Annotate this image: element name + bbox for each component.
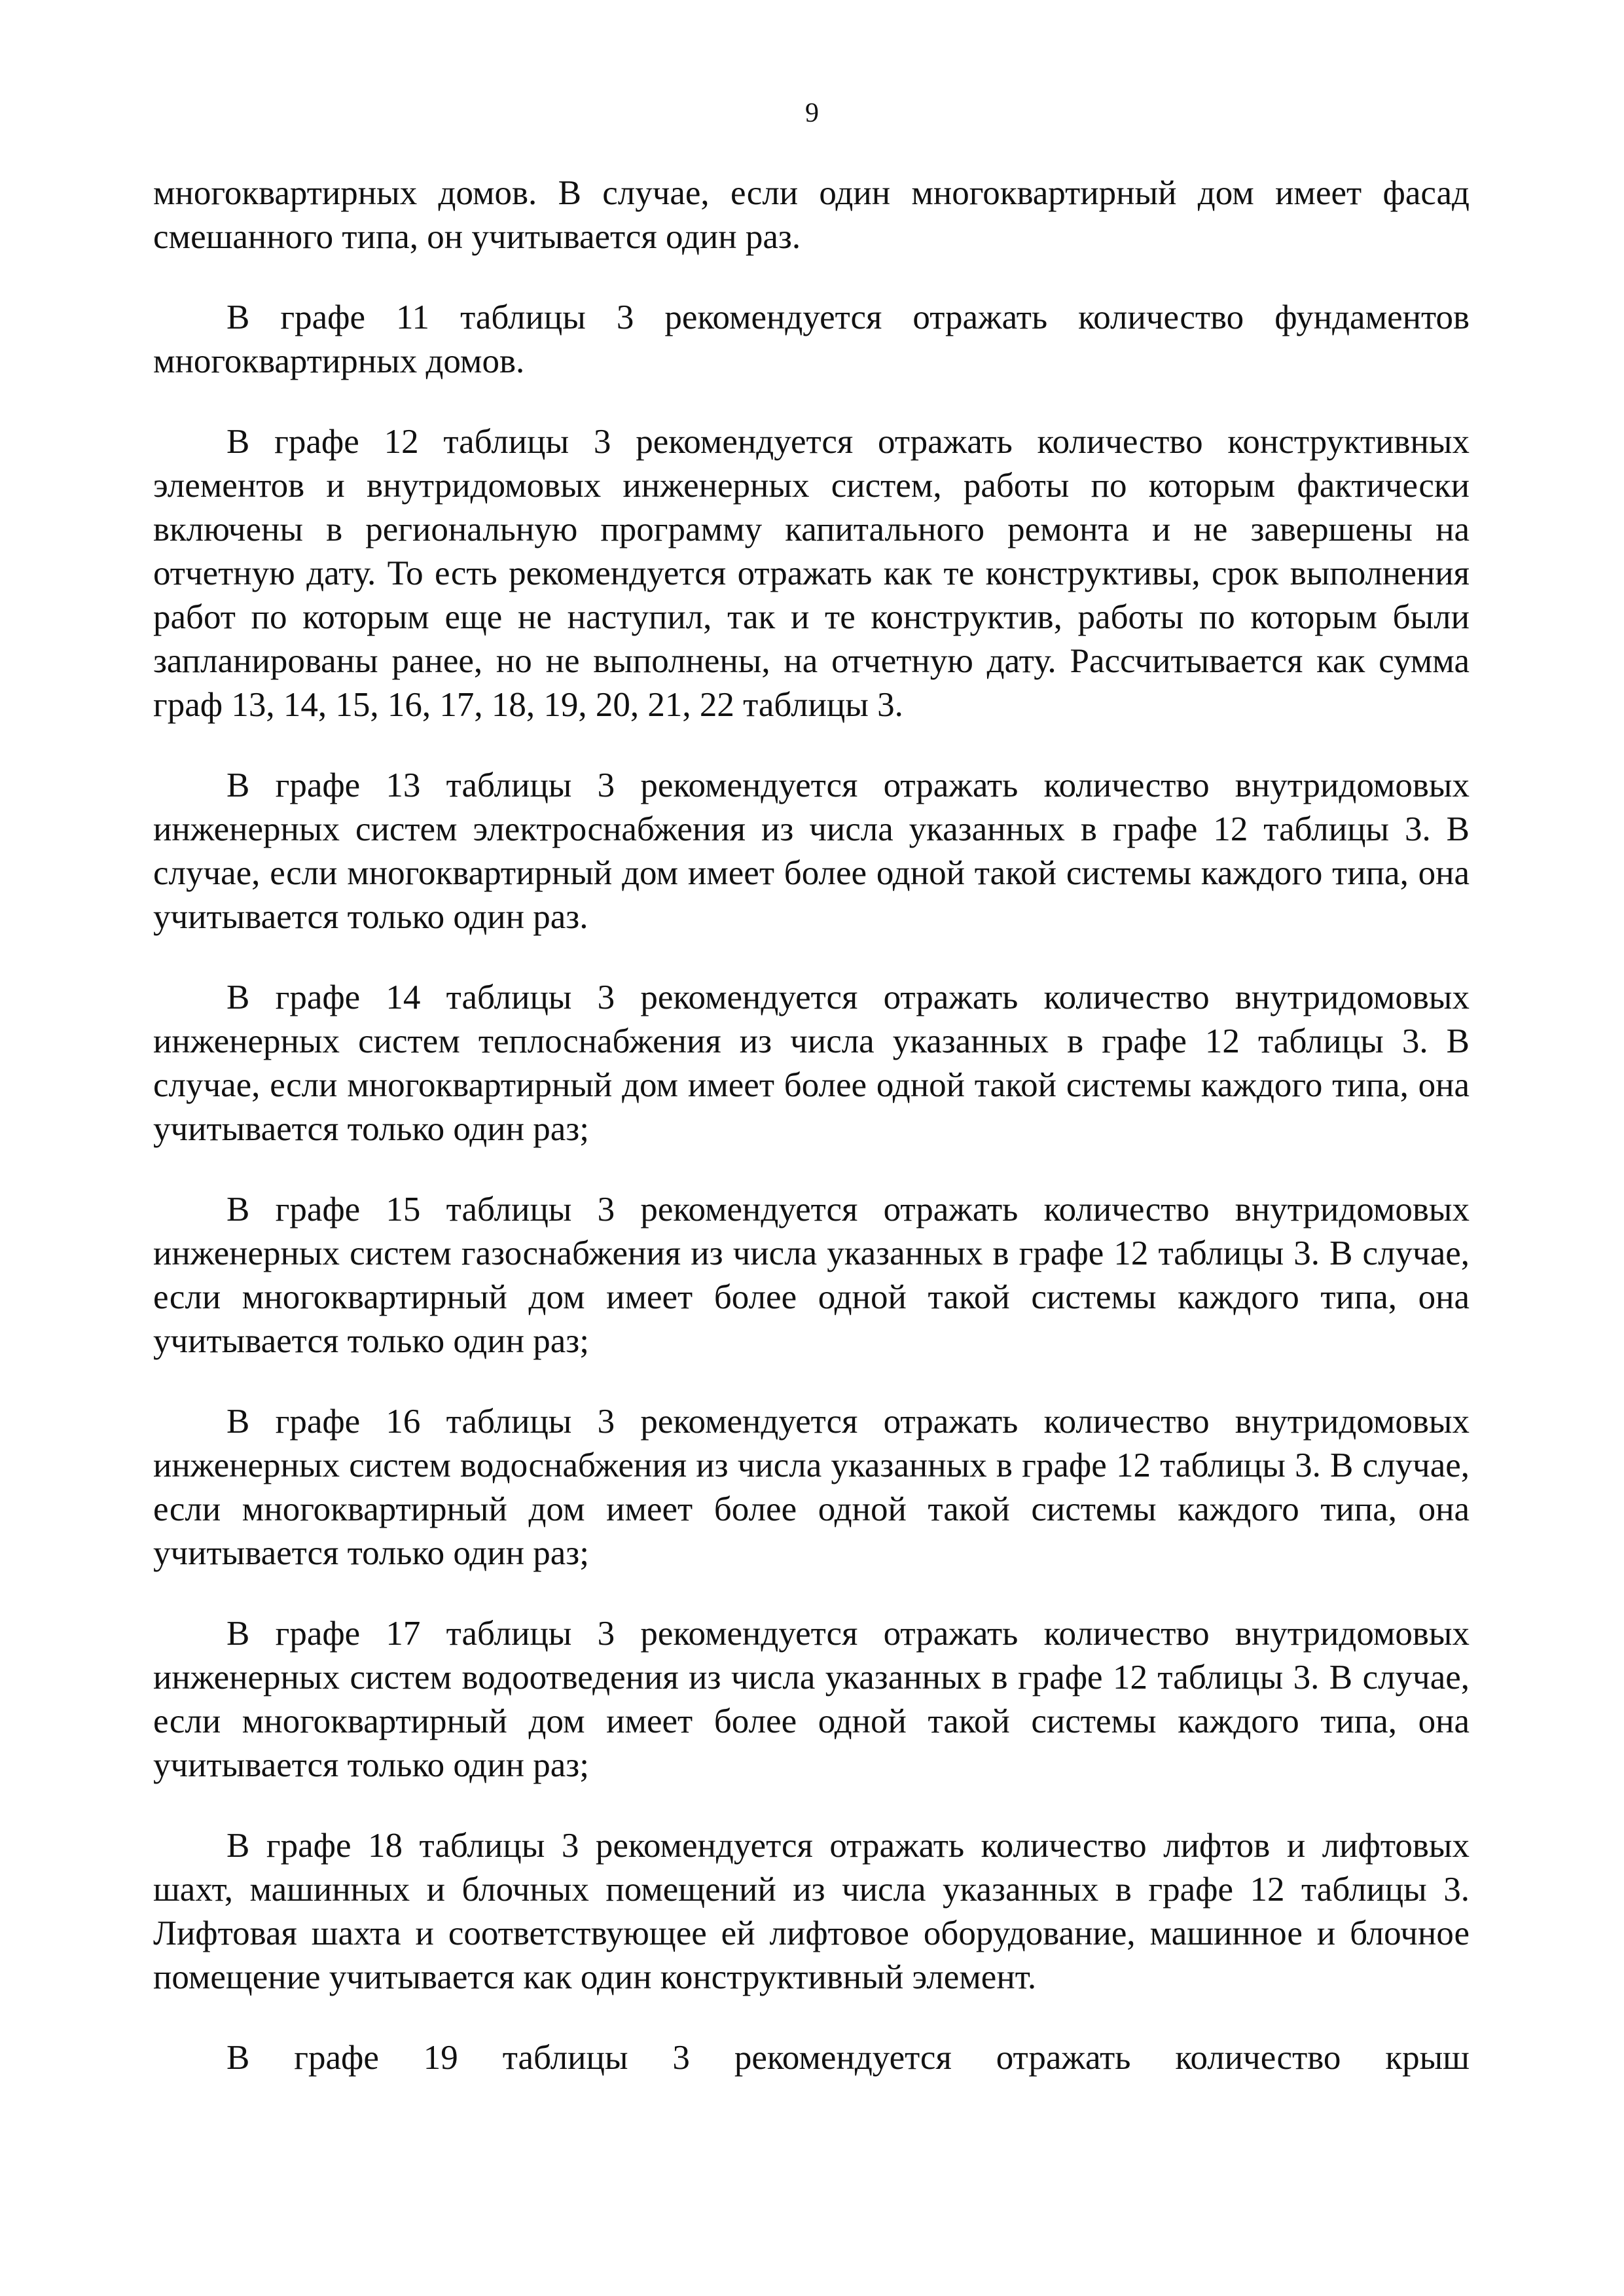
paragraph-column-13: В графе 13 таблицы 3 рекомендуется отражать количество внутридомовых инженерных систем электроснабжения из числа указанных в графе 12 таблицы 3. В случае, если многоквартирный дом имеет более одной такой системы каждого типа, она учитывается только один раз. [153,766,1470,936]
paragraph-column-19: В графе 19 таблицы 3 рекомендуется отражать количество крыш [226,2039,1470,2077]
paragraph-column-14: В графе 14 таблицы 3 рекомендуется отражать количество внутридомовых инженерных систем теплоснабжения из числа указанных в графе 12 таблицы 3. В случае, если многоквартирный дом имеет более одной такой системы каждого типа, она учитывается только один раз; [153,978,1470,1148]
paragraph-column-16: В графе 16 таблицы 3 рекомендуется отражать количество внутридомовых инженерных систем водоснабжения из числа указанных в графе 12 таблицы 3. В случае, если многоквартирный дом имеет более одной такой системы каждого типа, она учитывается только один раз; [153,1403,1470,1572]
paragraph-column-18: В графе 18 таблицы 3 рекомендуется отражать количество лифтов и лифтовых шахт, машинных и блочных помещений из числа указанных в графе 12 таблицы 3. Лифтовая шахта и соответствующее ей лифтовое оборудование, машинное и блочное помещение учитывается как один конструктивный элемент. [153,1827,1470,1996]
paragraph-column-12: В графе 12 таблицы 3 рекомендуется отражать количество конструктивных элементов и внутридомовых инженерных систем, работы по которым фактически включены в региональную программу капитального ремонта и не завершены на отчетную дату. То есть рекомендуется отражать как те конструктивы, срок выполнения работ по которым еще не наступил, так и те конструктив, работы по которым были запланированы ранее, но не выполнены, на отчетную дату. Рассчитывается как сумма граф 13, 14, 15, 16, 17, 18, 19, 20, 21, 22 таблицы 3. [153,423,1470,724]
document-body [153,171,1470,2117]
page-number: 9 [805,98,819,128]
paragraph-column-15: В графе 15 таблицы 3 рекомендуется отражать количество внутридомовых инженерных систем газоснабжения из числа указанных в графе 12 таблицы 3. В случае, если многоквартирный дом имеет более одной такой системы каждого типа, она учитывается только один раз; [153,1191,1470,1360]
paragraph-column-17: В графе 17 таблицы 3 рекомендуется отражать количество внутридомовых инженерных систем водоотведения из числа указанных в графе 12 таблицы 3. В случае, если многоквартирный дом имеет более одной такой системы каждого типа, она учитывается только один раз; [153,1615,1470,1784]
paragraph-column-11: В графе 11 таблицы 3 рекомендуется отражать количество фундаментов многоквартирных домов. [153,298,1470,380]
paragraph-continuation: многоквартирных домов. В случае, если один многоквартирный дом имеет фасад смешанного типа, он учитывается один раз. [153,174,1470,256]
